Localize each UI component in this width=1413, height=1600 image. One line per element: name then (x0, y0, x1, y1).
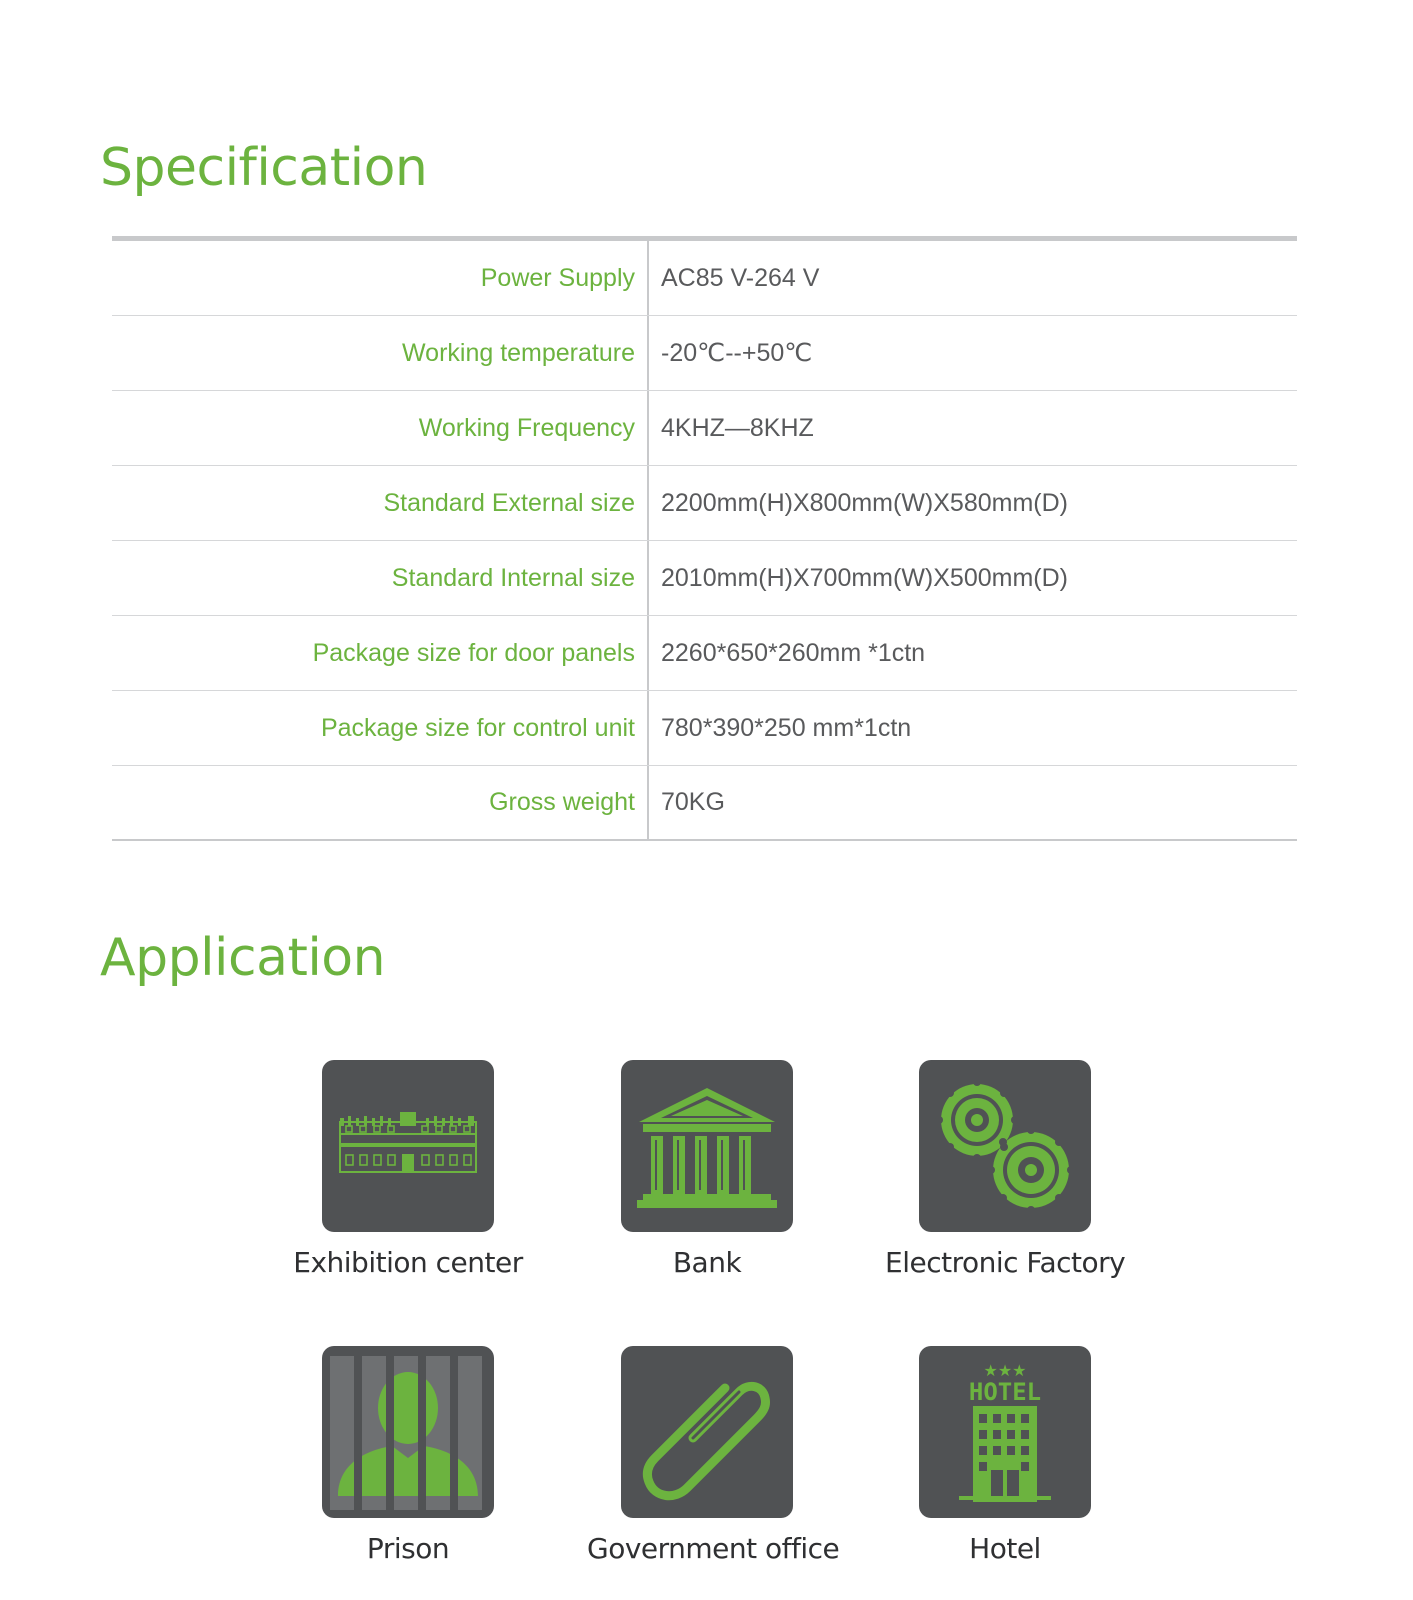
gears-icon (919, 1060, 1091, 1232)
hotel-icon (919, 1346, 1091, 1518)
spec-label: Standard External size (112, 466, 649, 540)
spec-label: Package size for door panels (112, 616, 649, 690)
spec-row (112, 766, 1297, 841)
application-label: Prison (366, 1532, 450, 1565)
spec-row (112, 316, 1297, 391)
spec-row (112, 391, 1297, 466)
spec-row (112, 541, 1297, 616)
spec-value: 70KG (661, 788, 725, 816)
spec-value: 780*390*250 mm*1ctn (661, 713, 912, 742)
spec-label: Gross weight (112, 766, 649, 839)
exhibition-center-icon (322, 1060, 494, 1232)
specification-table (112, 236, 1297, 841)
spec-label: Working temperature (112, 316, 649, 390)
spec-value: 4KHZ—8KHZ (661, 413, 814, 442)
spec-row (112, 241, 1297, 316)
application-tile (322, 1346, 494, 1518)
application-item-bank (587, 1060, 827, 1279)
application-title: Application (100, 928, 386, 988)
hotel-stars: ★★★ (983, 1361, 1027, 1380)
application-item-government-office (587, 1346, 840, 1565)
paperclip-icon (621, 1346, 793, 1518)
spec-row (112, 691, 1297, 766)
application-label: Electronic Factory (885, 1246, 1126, 1279)
application-item-prison (288, 1346, 528, 1565)
application-item-hotel (885, 1346, 1125, 1565)
application-label: Hotel (969, 1532, 1041, 1565)
spec-value: -20℃--+50℃ (661, 339, 813, 367)
application-tile (322, 1060, 494, 1232)
application-tile (919, 1060, 1091, 1232)
hotel-sign-text: HOTEL (968, 1378, 1042, 1406)
spec-label: Power Supply (112, 241, 649, 315)
application-item-exhibition-center (288, 1060, 528, 1279)
spec-row (112, 616, 1297, 691)
spec-value: AC85 V-264 V (661, 263, 820, 292)
application-label: Exhibition center (293, 1246, 523, 1279)
spec-label: Working Frequency (112, 391, 649, 465)
spec-label: Package size for control unit (112, 691, 649, 765)
application-tile (621, 1060, 793, 1232)
application-label: Bank (672, 1246, 742, 1279)
spec-value: 2260*650*260mm *1ctn (661, 638, 926, 667)
application-item-electronic-factory (885, 1060, 1125, 1279)
application-tile (919, 1346, 1091, 1518)
spec-value: 2200mm(H)X800mm(W)X580mm(D) (661, 488, 1068, 517)
prison-icon (322, 1346, 494, 1518)
specification-title: Specification (100, 138, 428, 198)
spec-label: Standard Internal size (112, 541, 649, 615)
application-tile (621, 1346, 793, 1518)
spec-row (112, 466, 1297, 541)
application-label: Government office (587, 1532, 840, 1565)
spec-value: 2010mm(H)X700mm(W)X500mm(D) (661, 563, 1068, 592)
bank-icon (621, 1060, 793, 1232)
